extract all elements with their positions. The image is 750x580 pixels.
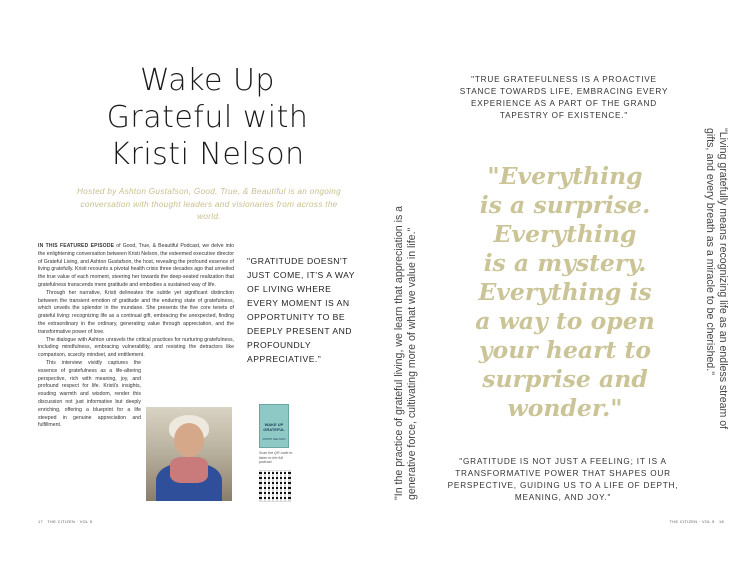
quote-bottom: "GRATITUDE IS NOT JUST A FEELING; IT IS A TRANSFORMATIVE POWER THAT SHAPES OUR PERSPECTIVE, GUIDING US TO A LIFE OF DEPTH, MEANING, AND JOY." (447, 457, 679, 502)
book-cover (259, 404, 289, 448)
hosted-by-subtitle: Hosted by Ashton Gustafson, Good, True, & Beautiful is an ongoing conversation with thought leaders and visionaries from across the world. (77, 187, 341, 221)
big-quote-line: your heart to (478, 336, 652, 364)
intro-text: of Good, True, & Beautiful Podcast, we delve into the enlightening conversation between Kristi Nelson, the esteemed executive director of Grateful Living, and Ashton Gustafson, the host, revealing the profound essence of living gratefully. Kristi recounts a pivotal health crisis three decades ago that unveiled the true value of each moment, steering her towards the deep-seated realization that gratefulness transcends mere gratitude and embodies a sustained way of life. (38, 243, 235, 288)
book-title: WAKE UP GRATEFUL (263, 422, 285, 432)
big-quote-line: surprise and (482, 365, 648, 393)
scan-caption: Scan the QR code to listen to the full podcast (259, 451, 293, 465)
big-quote-line: Everything (493, 220, 637, 248)
vertical-line: "Living gratefully means recognizing life as an endless stream of (717, 128, 729, 430)
intro-paragraph (38, 243, 234, 290)
article-title (95, 62, 320, 173)
title-line: Wake Up (140, 63, 275, 98)
book-author: KRISTI NELSON (262, 437, 286, 441)
article-body (38, 243, 234, 430)
big-quote-line: "Everything (487, 162, 643, 190)
footer-label: THE CITIZEN · VOL 5 (669, 520, 715, 524)
title-line: Grateful with (106, 100, 309, 135)
right-page (375, 0, 750, 580)
big-quote-line: is a surprise. (479, 191, 651, 219)
title-line: Kristi Nelson (110, 137, 305, 172)
page-number: 18 (718, 520, 724, 524)
kristi-nelson-photo (146, 407, 232, 501)
paragraph: This interview vividly captures the essence of gratefulness as a life-altering perspective, rich with meaning, joy, and profound respect for life. Kristi's insights, exuding warmth and wisdom, render this discussion not just informative but deeply enriching, offering a blueprint for a life steeped in genuine appreciation and fulfillment. (38, 359, 141, 429)
big-quote-line: Everything is (478, 278, 652, 306)
big-quote-line: wonder." (507, 394, 623, 422)
footer-label: THE CITIZEN · VOL 5 (47, 520, 93, 524)
page-number: 17 (38, 520, 44, 524)
intro-lead: IN THIS FEATURED EPISODE (38, 243, 115, 249)
footer-right (670, 520, 724, 524)
vertical-line: gifts, and every breath as a miracle to be cherished." (704, 128, 716, 375)
photo-face (174, 423, 204, 457)
vertical-line: "In the practice of grateful living, we learn that appreciation is a (393, 205, 405, 500)
vertical-quote-left (393, 206, 419, 500)
big-quote-line: is a mystery. (483, 249, 647, 277)
paragraph: The dialogue with Ashton unravels the critical practices for nurturing gratefulness, including mindfulness, embracing vulnerability, and resisting the detractors like comparison, scarcity mindset, and entitlement. (38, 336, 234, 359)
big-quote (460, 162, 670, 423)
vertical-line: generative force, cultivating more of what we value in life." (406, 227, 418, 500)
big-quote-line: a way to open (475, 307, 655, 335)
footer-left (38, 520, 92, 524)
photo-scarf (170, 457, 208, 483)
pull-quote: "GRATITUDE DOESN'T JUST COME, IT'S A WAY OF LIVING WHERE EVERY MOMENT IS AN OPPORTUNITY TO BE DEEPLY PRESENT AND PROFOUNDLY APPRECIATIVE." (247, 256, 355, 364)
qr-code-pattern (259, 470, 291, 502)
paragraph: Through her narrative, Kristi delineates the subtle yet significant distinction between the transient emotion of gratitude and the enduring state of gratefulness, which unveils the splendor in the mundane. She presents the five core tenets of grateful living: recognizing life as a continual gift, embracing the unexpected, finding the extraordinary in the ordinary, generating value through appreciation, and the transformative power of love. (38, 289, 234, 335)
quote-top: "TRUE GRATEFULNESS IS A PROACTIVE STANCE TOWARDS LIFE, EMBRACING EVERY EXPERIENCE AS A PART OF THE GRAND TAPESTRY OF EXISTENCE." (459, 75, 669, 120)
vertical-quote-right (703, 128, 729, 429)
